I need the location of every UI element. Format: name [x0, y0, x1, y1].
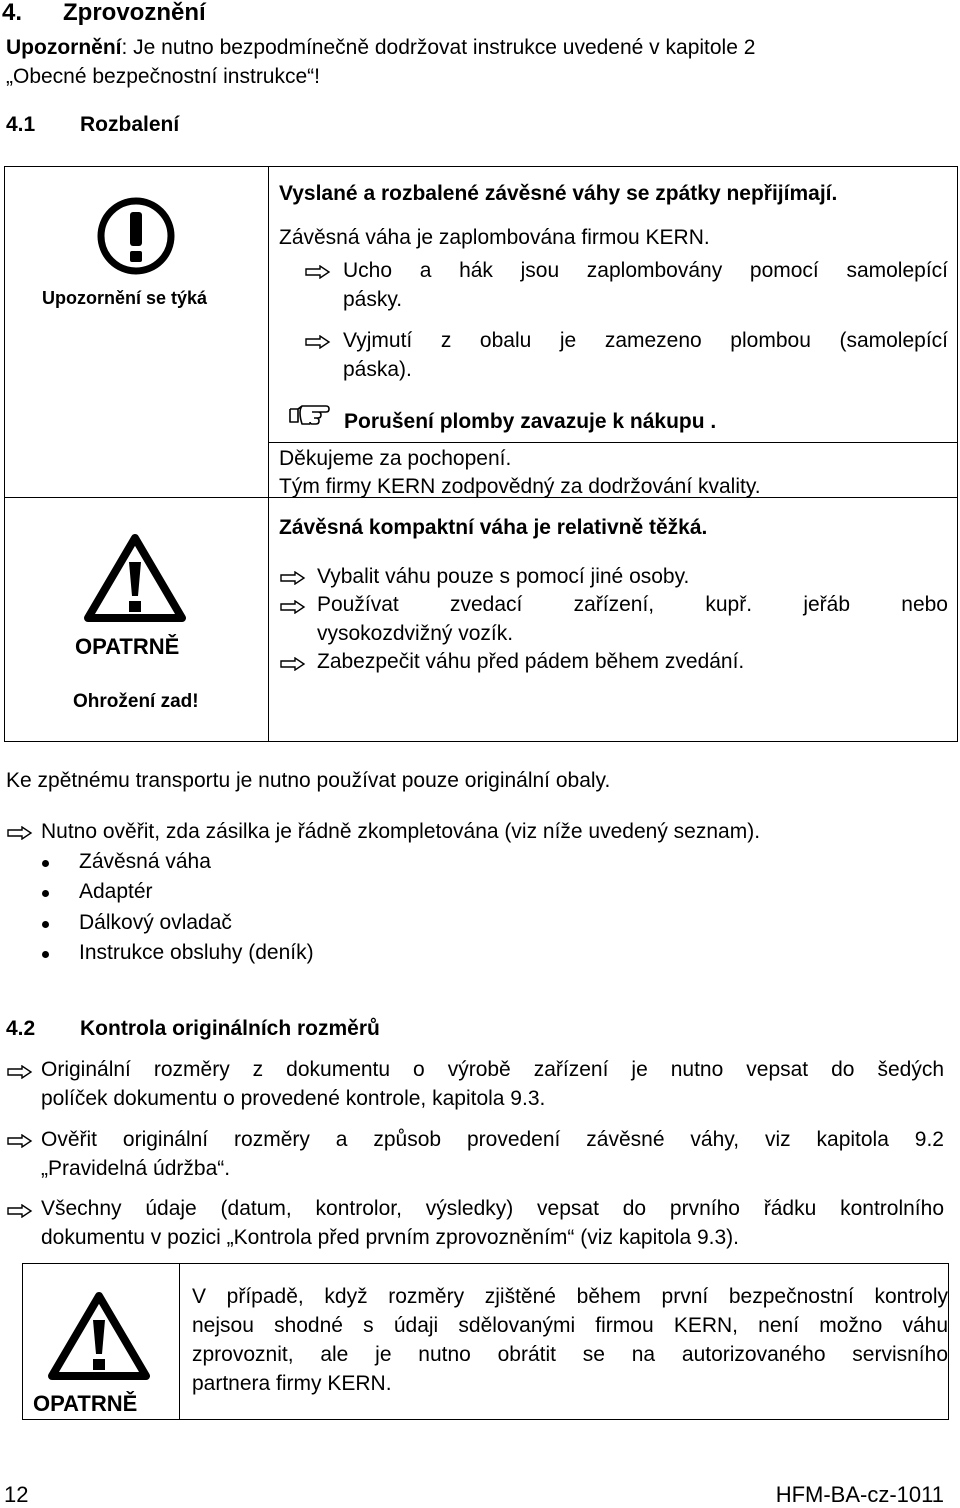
heavy-item-2-line-2: vysokozdvižný vozík.: [317, 622, 514, 645]
dims-warning-line-3: zprovoznit, ale je nutno obrátit se na autorizovaného servisního: [192, 1343, 948, 1366]
transport-text: Ke zpětnému transportu je nutno používat pouze originální obaly.: [6, 769, 611, 792]
note-line-2: „Obecné bezpečnostní instrukce“!: [6, 65, 320, 88]
chapter-title: Zprovoznění: [63, 0, 206, 26]
page-number: 12: [4, 1482, 29, 1507]
dims-warning-line-2: nejsou shodné s údaji sdělovanými firmou KERN, není možno váhu: [192, 1314, 948, 1337]
unpack-heading: Vyslané a rozbalené závěsné váhy se zpátky nepřijímají.: [279, 182, 838, 205]
check-text: Nutno ověřit, zda zásilka je řádně zkompletována (viz níže uvedený seznam).: [41, 820, 761, 843]
list-item: Adaptér: [79, 880, 153, 903]
bullet-icon: [42, 921, 49, 928]
seal-item-1-line-2: pásky.: [343, 288, 403, 311]
arrow-icon: [7, 1065, 33, 1084]
arrow-icon: [7, 1204, 33, 1223]
note-text-1: : Je nutno bezpodmínečně dodržovat instrukce uvedené v kapitole 2: [121, 36, 756, 59]
arrow-icon: [305, 265, 331, 284]
arrow-icon: [305, 335, 331, 354]
pointing-hand-icon: [288, 403, 330, 427]
dims-p3-line-2: dokumentu v pozici „Kontrola před prvním zprovozněním“ (viz kapitola 9.3).: [41, 1226, 739, 1249]
section-4-1-title: Rozbalení: [80, 113, 180, 136]
warning-triangle-icon: [82, 532, 188, 624]
caution-sub: Ohrožení zad!: [73, 691, 199, 712]
list-item: Instrukce obsluhy (deník): [79, 941, 314, 964]
seal-item-2-line-1: Vyjmutí z obalu je zamezeno plombou (samolepící: [343, 329, 948, 352]
dims-warning-line-4: partnera firmy KERN.: [192, 1372, 392, 1395]
doc-code: HFM-BA-cz-1011: [775, 1482, 944, 1507]
arrow-icon: [280, 657, 306, 676]
seal-item-1-line-1: Ucho a hák jsou zaplombovány pomocí samolepící: [343, 259, 948, 282]
bullet-icon: [42, 890, 49, 897]
purchase-note: Porušení plomby zavazuje k nákupu .: [344, 410, 717, 433]
arrow-icon: [280, 571, 306, 590]
notice-label: Upozornění se týká: [42, 288, 208, 308]
dims-p2-line-2: „Pravidelná údržba“.: [41, 1157, 231, 1180]
caution-label-2: OPATRNĚ: [33, 1391, 138, 1416]
dims-p2-line-1: Ověřit originální rozměry a způsob provedení závěsné váhy, viz kapitola 9.2: [41, 1128, 944, 1151]
section-4-1-number: 4.1: [6, 113, 36, 136]
arrow-icon: [280, 600, 306, 619]
bullet-icon: [42, 860, 49, 867]
heavy-item-1: Vybalit váhu pouze s pomocí jiné osoby.: [317, 565, 690, 588]
dims-p1-line-2: políček dokumentu o provedené kontrole, kapitola 9.3.: [41, 1087, 546, 1110]
sealed-line: Závěsná váha je zaplombována firmou KERN.: [279, 226, 710, 249]
bullet-icon: [42, 951, 49, 958]
note-label: Upozornění: [6, 36, 122, 59]
section-4-2-number: 4.2: [6, 1017, 36, 1040]
note-line-1: [6, 36, 755, 60]
dims-p1-line-1: Originální rozměry z dokumentu o výrobě zařízení je nutno vepsat do šedých: [41, 1058, 944, 1081]
heavy-item-2-line-1: Používat zvedací zařízení, kupř. jeřáb nebo: [317, 593, 948, 616]
heavy-heading: Závěsná kompaktní váha je relativně těžká.: [279, 516, 708, 539]
dims-p3-line-1: Všechny údaje (datum, kontrolor, výsledky) vepsat do prvního řádku kontrolního: [41, 1197, 944, 1220]
list-item: Závěsná váha: [79, 850, 211, 873]
seal-item-2-line-2: páska).: [343, 358, 412, 381]
list-item: Dálkový ovladač: [79, 911, 232, 934]
heavy-item-3: Zabezpečit váhu před pádem během zvedání.: [317, 650, 745, 673]
arrow-icon: [7, 826, 33, 845]
section-4-2-title: Kontrola originálních rozměrů: [80, 1017, 380, 1040]
caution-label: OPATRNĚ: [75, 634, 180, 659]
warning-triangle-icon: [46, 1290, 152, 1382]
thanks-line: Děkujeme za pochopení.: [279, 447, 512, 470]
team-line: Tým firmy KERN zodpovědný za dodržování kvality.: [279, 475, 761, 498]
exclamation-circle-icon: [95, 195, 177, 277]
arrow-icon: [7, 1134, 33, 1153]
chapter-number: 4.: [2, 0, 23, 26]
dims-warning-line-1: V případě, když rozměry zjištěné během první bezpečnostní kontroly: [192, 1285, 948, 1308]
